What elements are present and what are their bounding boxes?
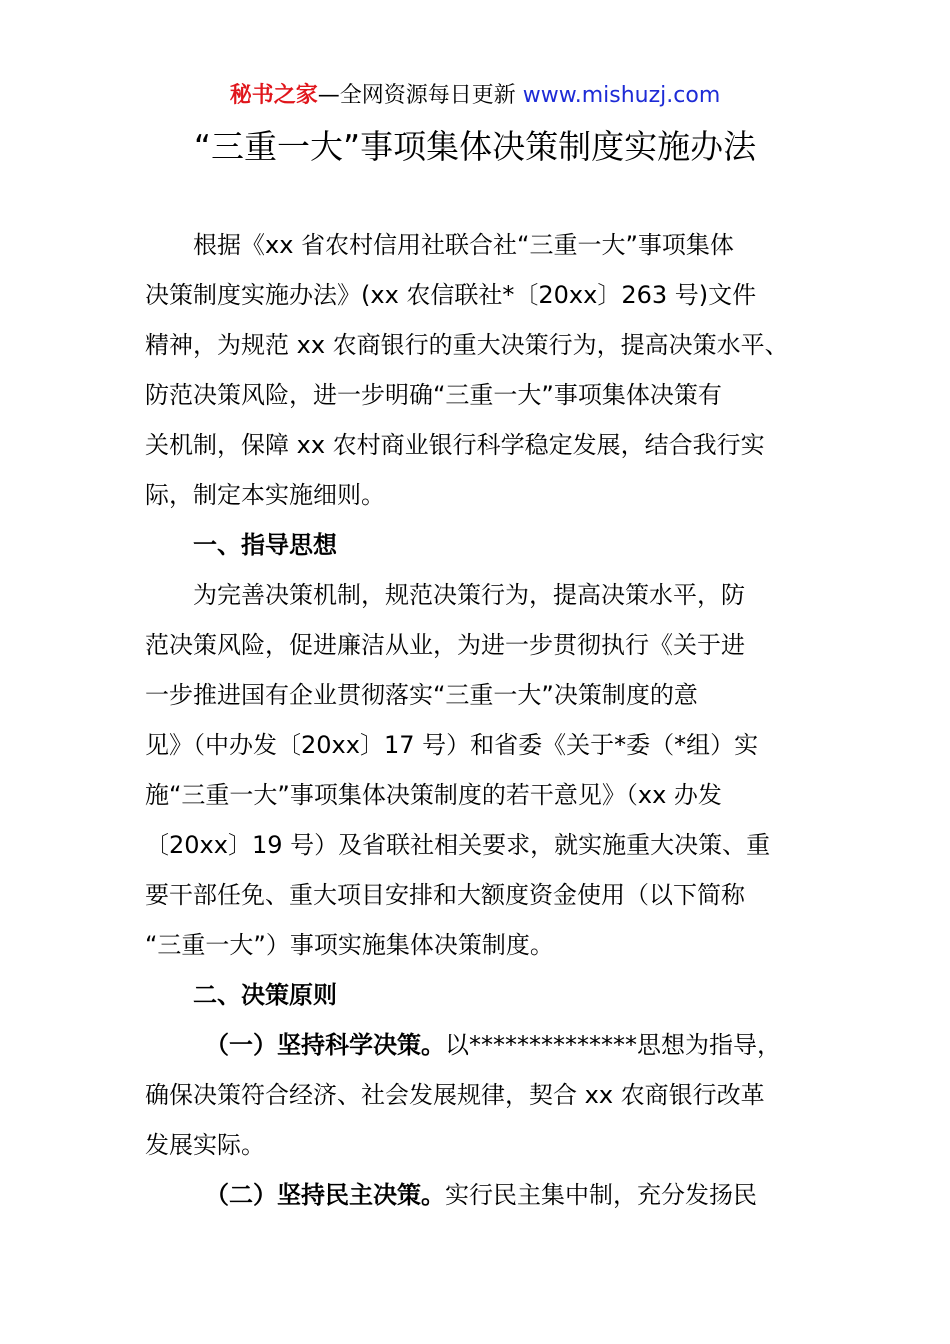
site-url-link[interactable]: www.mishuzj.com <box>522 83 721 108</box>
site-brand: 秘书之家 <box>229 83 318 108</box>
section-heading: 二、决策原则 <box>193 981 337 1009</box>
principle-text: 以**************思想为指导， <box>445 1031 781 1059</box>
paragraph-line: 要干部任免、重大项目安排和大额度资金使用（以下简称 <box>145 881 745 909</box>
site-banner <box>0 80 950 112</box>
principle-label: （一）坚持科学决策。 <box>205 1031 445 1059</box>
paragraph-line <box>145 1020 825 1070</box>
paragraph-line: 见》（中办发〔20xx〕17 号）和省委《关于*委（*组）实 <box>145 731 759 759</box>
paragraph-line: 施“三重一大”事项集体决策制度的若干意见》（xx 办发 <box>145 781 722 809</box>
paragraph-line: 发展实际。 <box>145 1131 265 1159</box>
paragraph-line: 关机制，保障 xx 农村商业银行科学稳定发展，结合我行实 <box>145 431 765 459</box>
paragraph-line: 为完善决策机制，规范决策行为，提高决策水平，防 <box>193 581 745 609</box>
document-title: “三重一大”事项集体决策制度实施办法 <box>193 127 757 166</box>
site-tagline: —全网资源每日更新 <box>317 83 523 108</box>
paragraph-line: 根据《xx 省农村信用社联合社“三重一大”事项集体 <box>193 231 734 259</box>
paragraph-line: 精神，为规范 xx 农商银行的重大决策行为，提高决策水平、 <box>145 331 789 359</box>
paragraph-line: 防范决策风险，进一步明确“三重一大”事项集体决策有 <box>145 381 722 409</box>
section-heading: 一、指导思想 <box>193 531 337 559</box>
document-body <box>145 220 825 1220</box>
paragraph-line: 确保决策符合经济、社会发展规律，契合 xx 农商银行改革 <box>145 1081 765 1109</box>
paragraph-line: 范决策风险，促进廉洁从业，为进一步贯彻执行《关于进 <box>145 631 745 659</box>
paragraph-line: 决策制度实施办法》(xx 农信联社*〔20xx〕263 号)文件 <box>145 281 757 309</box>
principle-text: 实行民主集中制，充分发扬民 <box>445 1181 757 1209</box>
paragraph-line: “三重一大”）事项实施集体决策制度。 <box>145 931 554 959</box>
principle-label: （二）坚持民主决策。 <box>205 1181 445 1209</box>
paragraph-line: 一步推进国有企业贯彻落实“三重一大”决策制度的意 <box>145 681 698 709</box>
paragraph-line <box>145 1170 825 1220</box>
paragraph-line: 〔20xx〕19 号）及省联社相关要求，就实施重大决策、重 <box>145 831 771 859</box>
paragraph-line: 际，制定本实施细则。 <box>145 481 385 509</box>
